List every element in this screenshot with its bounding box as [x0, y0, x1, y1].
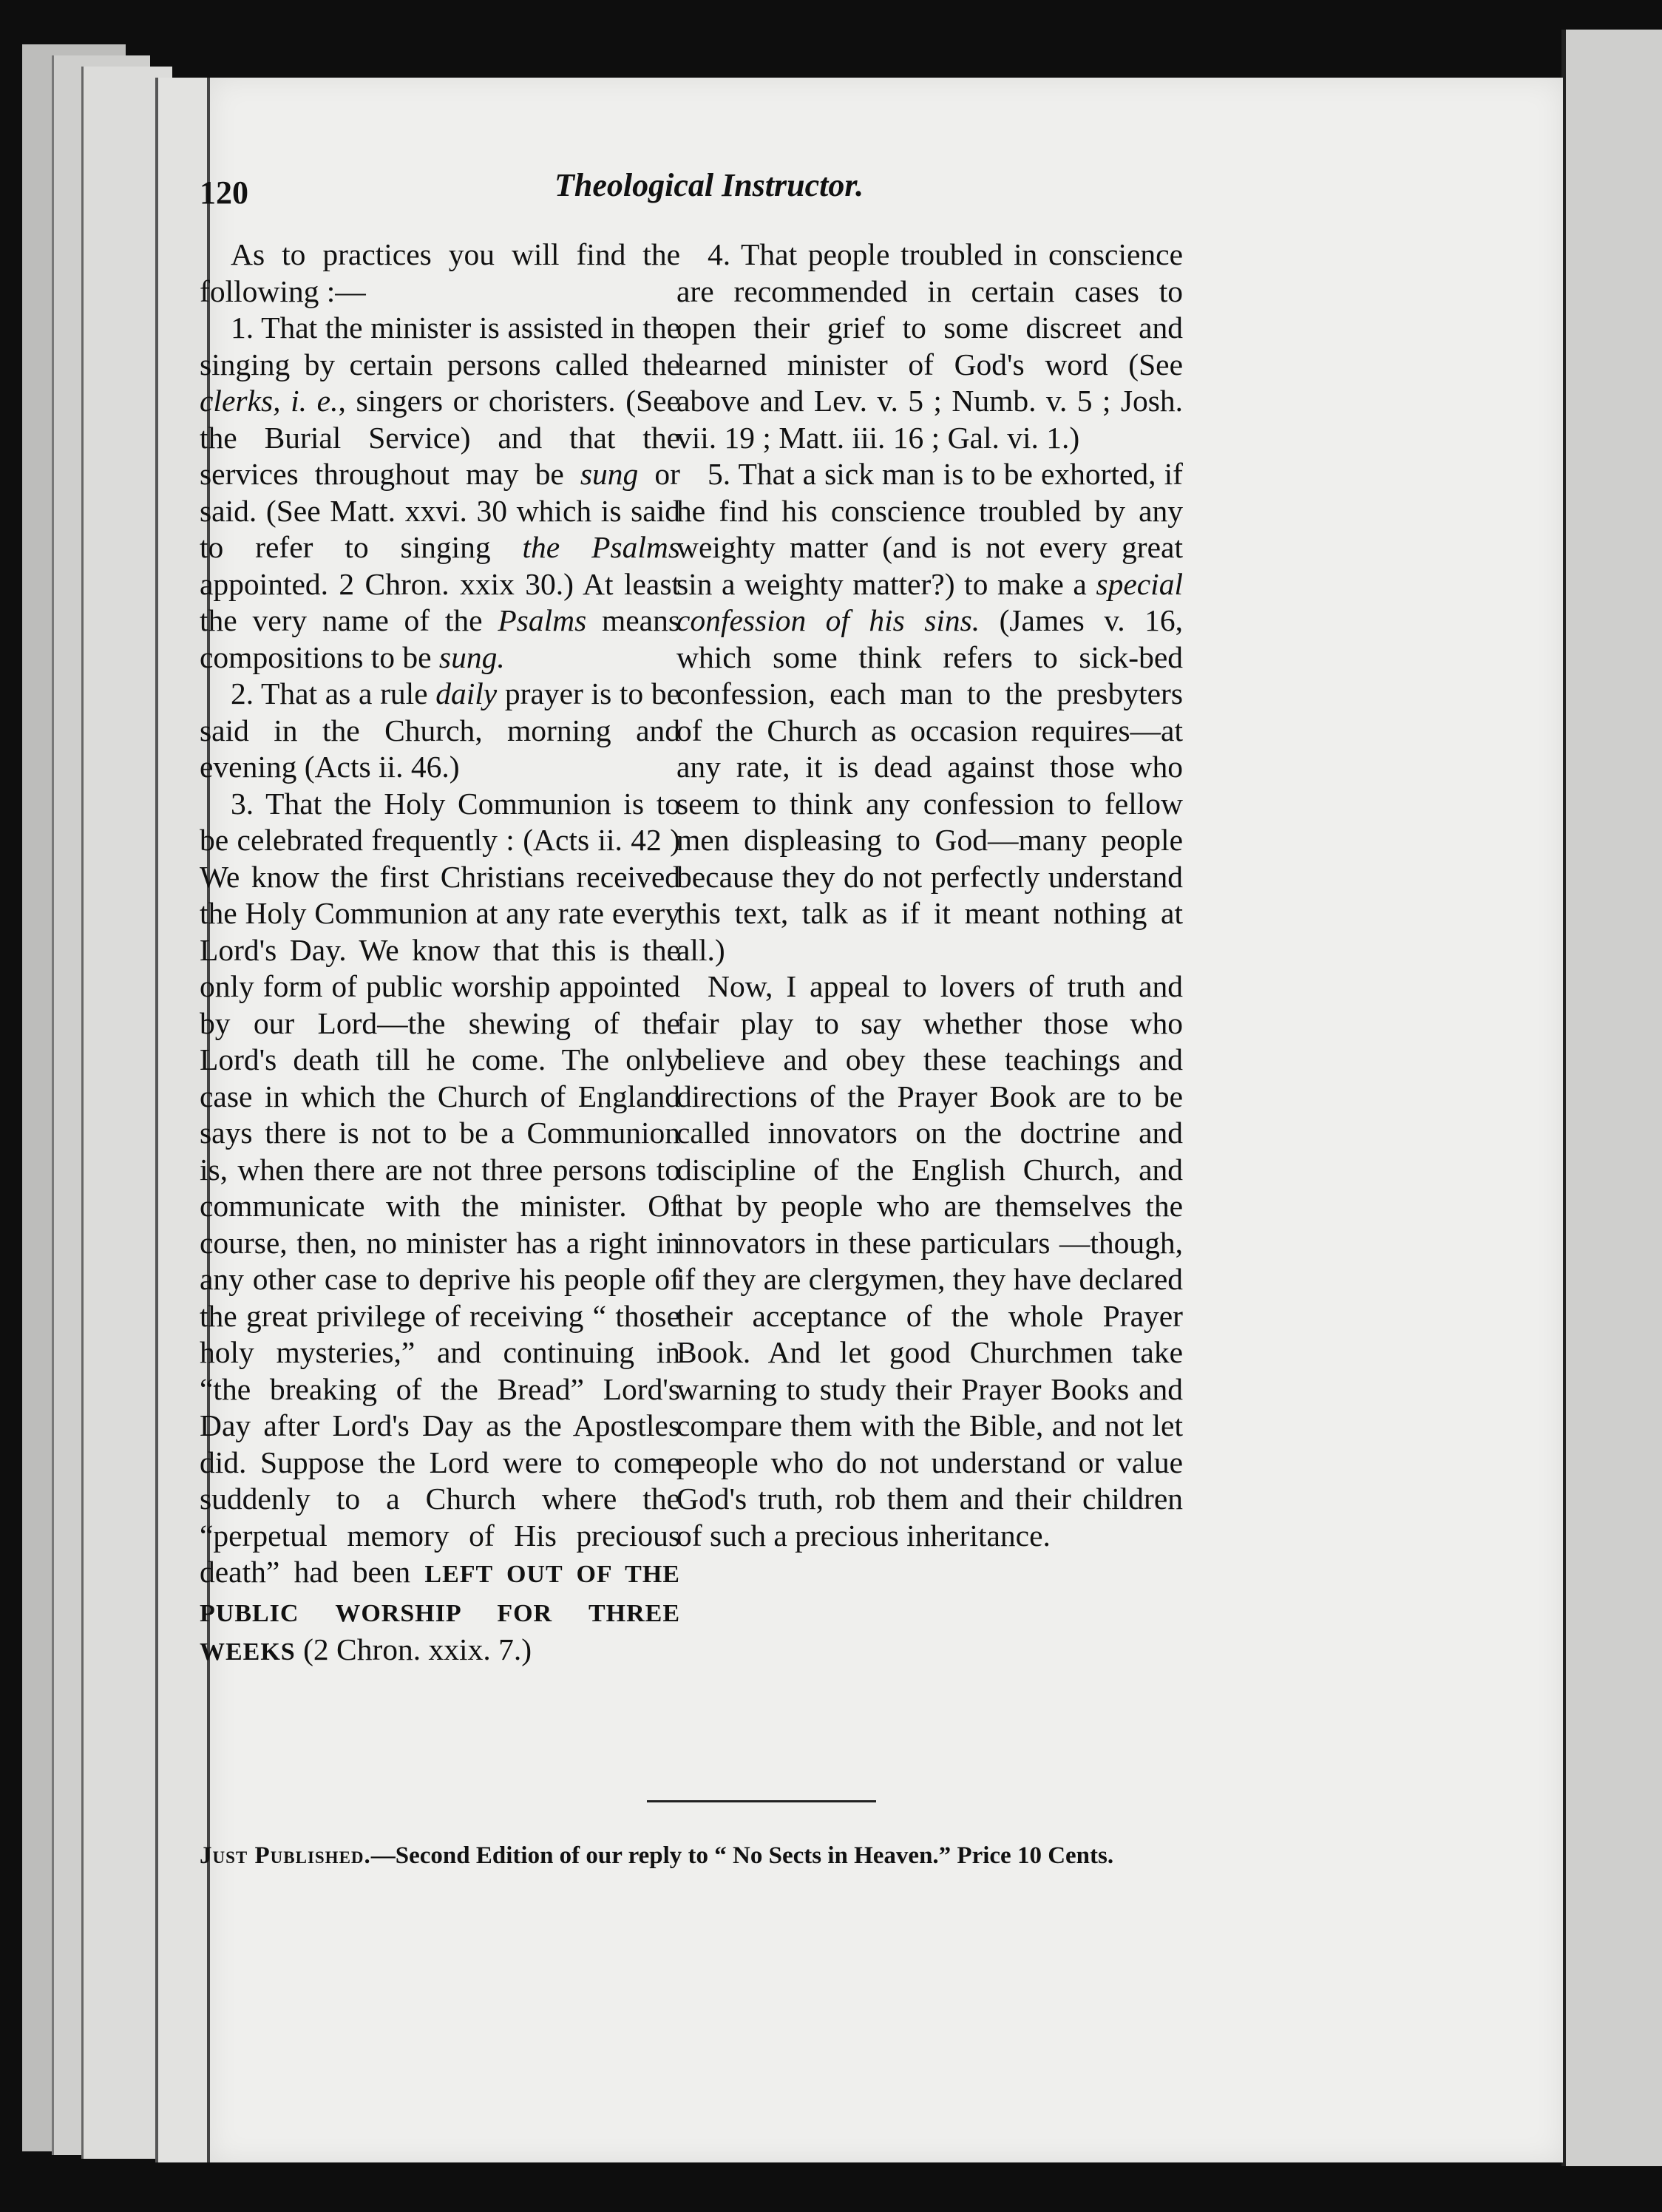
text-run: appointed. 2 Chron. xxix 30.) At least the very name of the — [200, 566, 680, 637]
text-run: , singers or choristers. (See the Burial Service) and that the services throughout may be — [200, 384, 680, 491]
text-run: or said. (See Matt. xxvi. 30 which is said to refer to singing — [200, 457, 680, 564]
text-run: means compositions to be — [200, 603, 681, 674]
running-title: Theological Instructor. — [554, 167, 864, 203]
paragraph — [676, 456, 1183, 968]
paragraph — [200, 676, 680, 786]
italic-text: special confession of his sins. — [676, 566, 1183, 637]
italic-text: sung — [580, 457, 639, 491]
right-text-column — [676, 237, 1183, 1554]
notice-lead: Just Published. — [200, 1842, 371, 1869]
text-run: (2 Chron. xxix. 7.) — [295, 1632, 532, 1666]
italic-text: clerks, i. e. — [200, 384, 339, 418]
paragraph: 4. That people troubled in conscience are recommended in certain cases to open their grief to some discreet and learned minister of God's word (See above and Lev. v. 5 ; Numb. v. 5 ; Josh. vii. 19 ; Matt. iii. 16 ; Gal. vi. 1.) — [676, 237, 1183, 455]
text-run: 2. That as a rule — [231, 676, 436, 710]
italic-text: Psalms — [498, 603, 587, 637]
horizontal-rule — [647, 1800, 876, 1802]
paragraph — [200, 310, 680, 676]
text-run: prayer is to be said in the Church, morning and evening (Acts ii. 46.) — [200, 676, 680, 784]
text-run: 1. That the minister is assisted in the singing by certain persons called the — [200, 311, 680, 381]
paragraph: As to practices you will find the following :— — [200, 237, 680, 308]
small-caps-text: LEFT OUT OF THE PUBLIC WORSHIP FOR THREE WEEKS — [200, 1561, 680, 1666]
left-text-column — [200, 237, 680, 1671]
italic-text: the Psalms — [522, 530, 680, 564]
paragraph — [200, 786, 680, 1671]
facing-page-edge — [1561, 30, 1662, 2166]
page-number: 120 — [200, 174, 248, 211]
italic-text: daily — [435, 676, 498, 710]
italic-text: sung. — [438, 639, 505, 674]
notice-text: —Second Edition of our reply to “ No Sects in Heaven.” Price 10 Cents. — [370, 1842, 1114, 1869]
text-run: 5. That a sick man is to be exhorted, if he find his conscience troubled by any weighty matter (and is not every great sin a weighty matter?) to make a — [676, 457, 1183, 601]
text-run: 3. That the Holy Communion is to be celebrated frequently : (Acts ii. 42 ) We know the first Christians received the Holy Communion at any rate every Lord's Day. We know that this is the only form of public worship appointed by our Lord—the shewing of the Lord's death till he come. The only case in which the Church of England says there is not to be a Communion is, when there are not three persons to communicate with the minister. Of course, then, no minister has a right in any other case to deprive his people of the great privilege of receiving “ those holy mysteries,” and continuing in “the breaking of the Bread” Lord's Day after Lord's Day as the Apostles did. Suppose the Lord were to come suddenly to a Church where the “perpetual memory of His precious death” had been — [200, 786, 680, 1589]
publication-notice — [200, 1841, 1190, 1870]
paragraph: Now, I appeal to lovers of truth and fair play to say whether those who believe and obey these teachings and directions of the Prayer Book are to be called innovators on the doctrine and discipline of the English Church, and that by people who are themselves the innovators in these particulars —though, if they are clergymen, they have declared their acceptance of the whole Prayer Book. And let good Churchmen take warning to study their Prayer Books and compare them with the Bible, and not let people who do not understand or value God's truth, rob them and their children of such a precious inheritance. — [676, 969, 1183, 1553]
text-run: (James v. 16, which some think refers to sick-bed confession, each man to the presbyters of the Church as occasion requires—at any rate, it is dead against those who seem to think any confession to fellow men displeasing to God—many people because they do not perfectly understand this text, talk as if it meant nothing at all.) — [676, 603, 1183, 967]
